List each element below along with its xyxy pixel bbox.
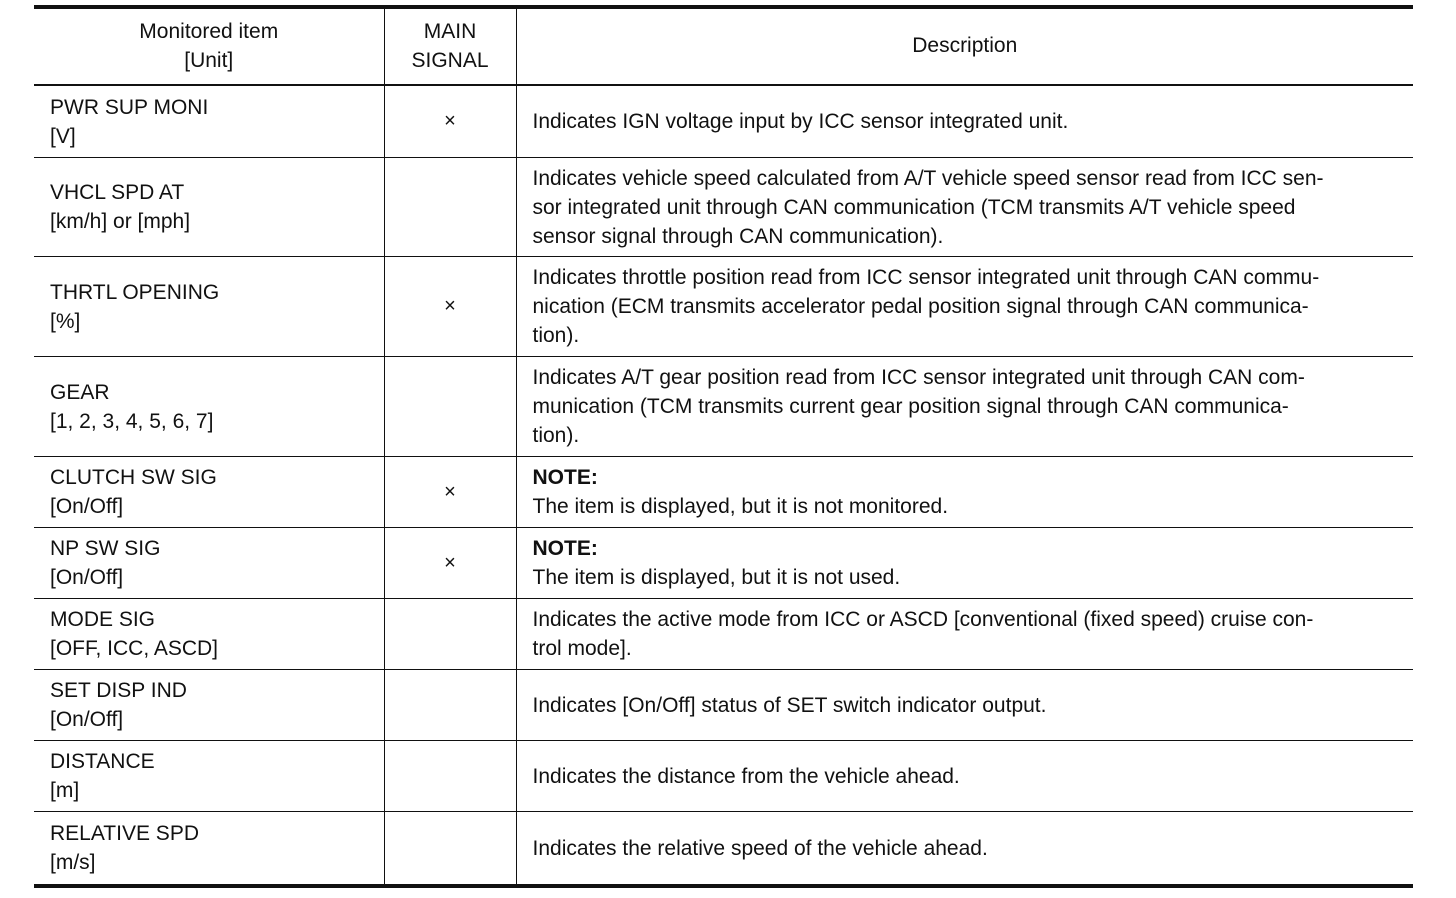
item-unit: [%]	[50, 309, 81, 333]
item-cell	[34, 741, 384, 812]
item-name: RELATIVE SPD	[50, 822, 199, 845]
table-row	[34, 599, 1413, 670]
description-line: Indicates A/T gear position read from ICC sensor integrated unit through CAN com-	[532, 366, 1305, 389]
description-line: The item is displayed, but it is not used.	[532, 566, 901, 589]
main-signal-cell: ×	[384, 85, 516, 158]
description-line: The item is displayed, but it is not monitored.	[532, 495, 949, 518]
item-name: VHCL SPD AT	[50, 181, 185, 204]
description-cell	[516, 528, 1413, 599]
description-line: Indicates the distance from the vehicle ahead.	[532, 764, 960, 788]
item-name: MODE SIG	[50, 608, 156, 631]
description-cell	[516, 158, 1413, 257]
header-description	[516, 7, 1413, 85]
description-line: nication (ECM transmits accelerator pedal position signal through CAN communica-	[532, 295, 1309, 318]
description-line: Indicates the active mode from ICC or ASCD [conventional (fixed speed) cruise con-	[532, 608, 1314, 631]
description-cell	[516, 85, 1413, 158]
header-main-signal	[384, 7, 516, 85]
monitor-items-table	[34, 5, 1413, 888]
table-row	[34, 357, 1413, 457]
header-item-line2: [Unit]	[184, 48, 234, 72]
main-signal-cell	[384, 599, 516, 670]
item-name: DISTANCE	[50, 750, 155, 773]
main-signal-cell: ×	[384, 257, 516, 357]
main-signal-cell: ×	[384, 528, 516, 599]
description-line: tion).	[532, 324, 580, 347]
header-item-line1: Monitored item	[139, 19, 279, 43]
table-row	[34, 457, 1413, 528]
main-signal-cell	[384, 812, 516, 887]
description-line: munication (TCM transmits current gear position signal through CAN communica-	[532, 395, 1289, 418]
table-row	[34, 158, 1413, 257]
main-signal-cell	[384, 357, 516, 457]
header-main-line2: SIGNAL	[411, 48, 489, 72]
item-unit: [On/Off]	[50, 495, 124, 518]
item-cell	[34, 670, 384, 741]
description-cell	[516, 670, 1413, 741]
item-unit: [km/h] or [mph]	[50, 210, 191, 233]
description-line: Indicates vehicle speed calculated from A/T vehicle speed sensor read from ICC sen-	[532, 166, 1324, 190]
item-cell	[34, 158, 384, 257]
item-name: SET DISP IND	[50, 679, 187, 702]
item-unit: [1, 2, 3, 4, 5, 6, 7]	[50, 409, 214, 433]
description-line: Indicates throttle position read from ICC sensor integrated unit through CAN commu-	[532, 266, 1320, 289]
item-unit: [On/Off]	[50, 708, 124, 731]
item-unit: [m]	[50, 779, 80, 802]
description-line: Indicates [On/Off] status of SET switch indicator output.	[532, 693, 1047, 717]
item-cell	[34, 812, 384, 887]
description-line: sor integrated unit through CAN communication (TCM transmits A/T vehicle speed	[532, 195, 1296, 219]
description-cell	[516, 741, 1413, 812]
item-cell	[34, 257, 384, 357]
item-cell	[34, 357, 384, 457]
description-line: trol mode].	[532, 637, 632, 660]
description-line: tion).	[532, 424, 580, 447]
item-cell	[34, 85, 384, 158]
table-row	[34, 257, 1413, 357]
item-name: PWR SUP MONI	[50, 95, 209, 119]
header-monitored-item	[34, 7, 384, 85]
main-signal-cell	[384, 670, 516, 741]
item-cell	[34, 599, 384, 670]
header-row	[34, 7, 1413, 85]
description-line: Indicates the relative speed of the vehicle ahead.	[532, 836, 988, 860]
description-line: sensor signal through CAN communication).	[532, 224, 944, 248]
item-unit: [OFF, ICC, ASCD]	[50, 637, 219, 660]
item-cell	[34, 457, 384, 528]
table-row	[34, 85, 1413, 158]
item-unit: [V]	[50, 124, 76, 148]
note-label: NOTE:	[532, 537, 598, 560]
description-line: Indicates IGN voltage input by ICC sensor integrated unit.	[532, 110, 1069, 133]
item-name: THRTL OPENING	[50, 280, 220, 304]
main-signal-cell	[384, 158, 516, 257]
item-name: NP SW SIG	[50, 537, 161, 560]
item-unit: [m/s]	[50, 851, 96, 874]
description-cell	[516, 257, 1413, 357]
item-unit: [On/Off]	[50, 566, 124, 589]
table-row	[34, 670, 1413, 741]
item-name: GEAR	[50, 380, 110, 404]
table-row	[34, 741, 1413, 812]
description-cell	[516, 457, 1413, 528]
header-description-text: Description	[912, 34, 1018, 57]
table-row	[34, 528, 1413, 599]
main-signal-cell	[384, 741, 516, 812]
header-main-line1: MAIN	[423, 19, 477, 43]
table-row	[34, 812, 1413, 887]
description-cell	[516, 599, 1413, 670]
main-signal-cell: ×	[384, 457, 516, 528]
item-name: CLUTCH SW SIG	[50, 466, 217, 489]
note-label: NOTE:	[532, 466, 598, 489]
item-cell	[34, 528, 384, 599]
description-cell	[516, 812, 1413, 887]
description-cell	[516, 357, 1413, 457]
